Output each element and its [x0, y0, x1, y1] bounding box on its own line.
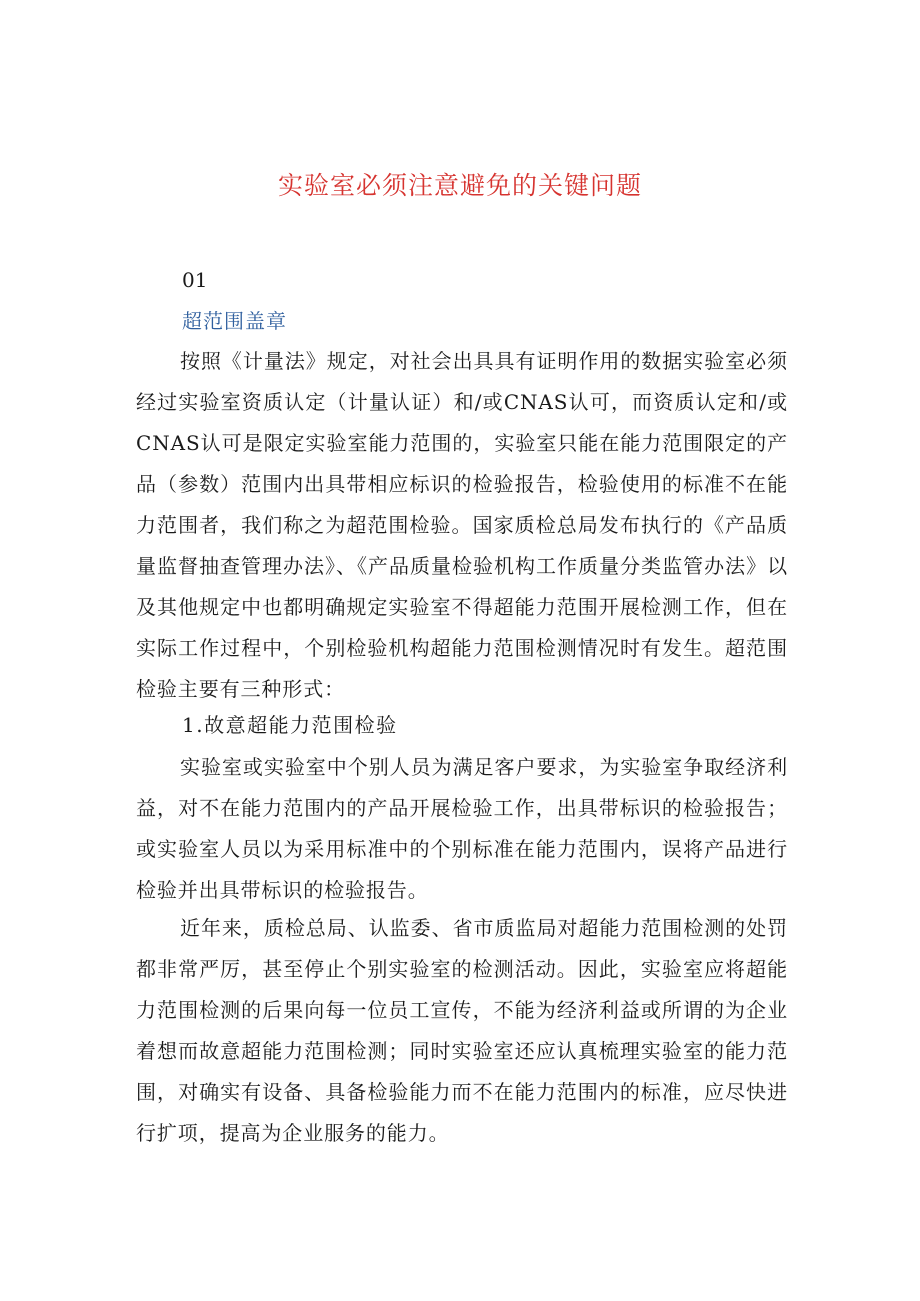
sub-heading: 1.故意超能力范围检验: [182, 713, 398, 737]
body-paragraph-1: 按照《计量法》规定，对社会出具具有证明作用的数据实验室必须经过实验室资质认定（计量认证）和/或CNAS认可，而资质认定和/或CNAS认可是限定实验室能力范围的，实验室只能在能力范围限定的产品（参数）范围内出具带相应标识的检验报告，检验使用的标准不在能力范围者，我们称之为超范围检验。国家质检总局发布执行的《产品质量监督抽查管理办法》、《产品质量检验机构工作质量分类监管办法》以及其他规定中也都明确规定实验室不得超能力范围开展检测工作，但在实际工作过程中，个别检验机构超能力范围检测情况时有发生。超范围检验主要有三种形式：: [136, 349, 788, 701]
section-number: 01: [182, 268, 208, 292]
section-heading: 超范围盖章: [182, 309, 287, 333]
document-title: 实验室必须注意避免的关键问题: [277, 171, 642, 200]
body-paragraph-2: 实验室或实验室中个别人员为满足客户要求，为实验室争取经济利益，对不在能力范围内的产品开展检验工作，出具带标识的检验报告；或实验室人员以为采用标准中的个别标准在能力范围内，误将产品进行检验并出具带标识的检验报告。: [136, 755, 788, 902]
body-paragraph-3: 近年来，质检总局、认监委、省市质监局对超能力范围检测的处罚都非常严厉，甚至停止个别实验室的检测活动。因此，实验室应将超能力范围检测的后果向每一位员工宣传，不能为经济利益或所谓的为企业着想而故意超能力范围检测；同时实验室还应认真梳理实验室的能力范围，对确实有设备、具备检验能力而不在能力范围内的标准，应尽快进行扩项，提高为企业服务的能力。: [136, 916, 788, 1145]
